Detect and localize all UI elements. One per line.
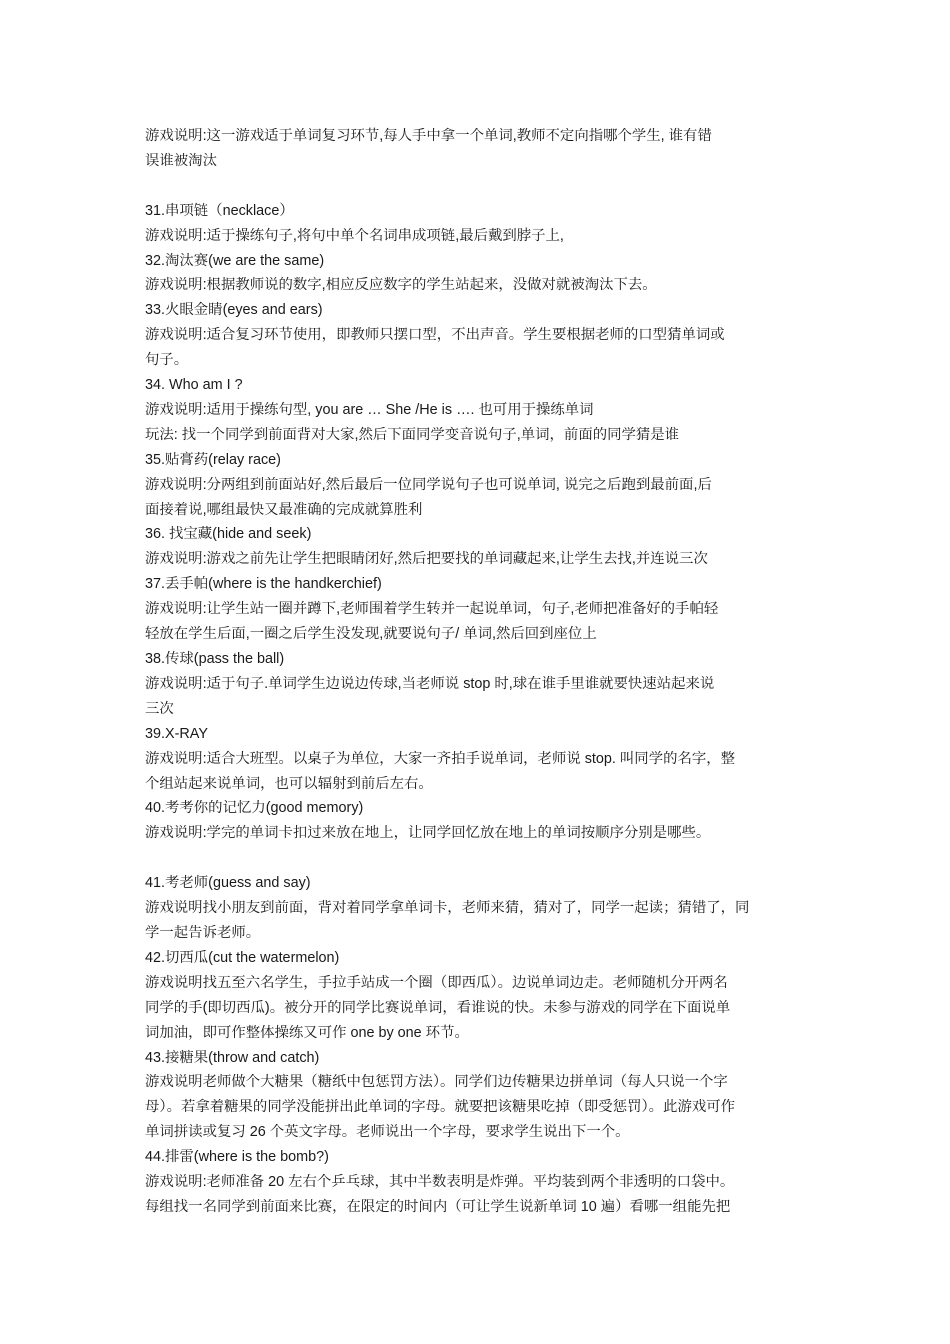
text-line: 玩法: 找一个同学到前面背对大家,然后下面同学变音说句子,单词，前面的同学猜是谁 [145, 426, 680, 443]
text-line: 误谁被淘汰 [145, 152, 217, 169]
text-line: 游戏说明:适用于操练句型, you are … She /He is …. 也可用于操练单词 [145, 401, 594, 418]
text-line: 每组找一名同学到前面来比赛，在限定的时间内（可让学生说新单词 10 遍）看哪一组能先把 [145, 1198, 731, 1215]
text-line: 42.切西瓜(cut the watermelon) [145, 949, 340, 966]
text-line: 游戏说明:学完的单词卡扣过来放在地上，让同学回忆放在地上的单词按顺序分别是哪些。 [145, 825, 711, 842]
text-line: 面接着说,哪组最快又最准确的完成就算胜利 [145, 501, 423, 518]
text-line: 游戏说明找小朋友到前面，背对着同学拿单词卡，老师来猜，猜对了，同学一起读；猜错了，同 [145, 900, 750, 917]
text-line: 游戏说明:游戏之前先让学生把眼睛闭好,然后把要找的单词藏起来,让学生去找,并连说三次 [145, 551, 708, 568]
text-line: 39.X-RAY [145, 725, 208, 742]
text-line: 游戏说明找五至六名学生，手拉手站成一个圈（即西瓜）。边说单词边走。老师随机分开两名 [145, 974, 728, 991]
text-line: 38.传球(pass the ball) [145, 651, 285, 668]
text-line: 33.火眼金睛(eyes and ears) [145, 302, 323, 319]
text-line: 游戏说明:适合大班型。以桌子为单位，大家一齐拍手说单词，老师说 stop. 叫同学的名字，整 [145, 750, 736, 767]
text-line: 游戏说明:老师准备 20 左右个乒乓球，其中半数表明是炸弹。平均装到两个非透明的口袋中。 [145, 1174, 735, 1191]
text-line: 同学的手(即切西瓜)。被分开的同学比赛说单词，看谁说的快。未参与游戏的同学在下面说单 [145, 999, 731, 1016]
text-line: 37.丢手帕(where is the handkerchief) [145, 576, 382, 593]
text-line: 35.贴膏药(relay race) [145, 451, 281, 468]
text-line: 游戏说明:根据教师说的数字,相应反应数字的学生站起来，没做对就被淘汰下去。 [145, 277, 657, 294]
text-line: 43.接糖果(throw and catch) [145, 1049, 320, 1066]
text-line: 游戏说明:适于句子.单词学生边说边传球,当老师说 stop 时,球在谁手里谁就要快速站起来说 [145, 675, 715, 692]
text-line: 游戏说明:适合复习环节使用，即教师只摆口型，不出声音。学生要根据老师的口型猜单词或 [145, 327, 725, 344]
text-line: 41.考老师(guess and say) [145, 875, 311, 892]
text-line: 句子。 [145, 352, 189, 369]
text-line: 轻放在学生后面,一圈之后学生没发现,就要说句子/ 单词,然后回到座位上 [145, 626, 597, 643]
text-line: 34. Who am I ? [145, 377, 243, 394]
text-line: 三次 [145, 700, 174, 717]
document-body [145, 124, 813, 1220]
text-line: 44.排雷(where is the bomb?) [145, 1149, 329, 1166]
text-line: 31.串项链（necklace） [145, 202, 294, 219]
text-line: 36. 找宝藏(hide and seek) [145, 526, 312, 543]
text-line: 个组站起来说单词，也可以辐射到前后左右。 [145, 775, 433, 792]
text-line: 游戏说明:分两组到前面站好,然后最后一位同学说句子也可说单词, 说完之后跑到最前面,后 [145, 476, 712, 493]
text-line: 母）。若拿着糖果的同学没能拼出此单词的字母。就要把该糖果吃掉（即受惩罚）。此游戏可作 [145, 1099, 736, 1116]
text-line: 游戏说明:让学生站一圈并蹲下,老师围着学生转并一起说单词，句子,老师把准备好的手帕轻 [145, 601, 719, 618]
text-line: 游戏说明:这一游戏适于单词复习环节,每人手中拿一个单词,教师不定向指哪个学生, 谁有错 [145, 128, 712, 144]
blank-line [145, 846, 813, 871]
text-line: 游戏说明:适于操练句子,将句中单个名词串成项链,最后戴到脖子上, [145, 227, 564, 244]
text-line: 40.考考你的记忆力(good memory) [145, 800, 364, 817]
text-line: 单词拼读或复习 26 个英文字母。老师说出一个字母，要求学生说出下一个。 [145, 1124, 630, 1141]
text-line: 32.淘汰赛(we are the same) [145, 252, 325, 269]
text-line: 词加油，即可作整体操练又可作 one by one 环节。 [145, 1024, 469, 1041]
text-line: 游戏说明老师做个大糖果（糖纸中包惩罚方法）。同学们边传糖果边拼单词（每人只说一个字 [145, 1074, 728, 1091]
blank-line [145, 174, 813, 199]
text-line: 学一起告诉老师。 [145, 924, 261, 941]
